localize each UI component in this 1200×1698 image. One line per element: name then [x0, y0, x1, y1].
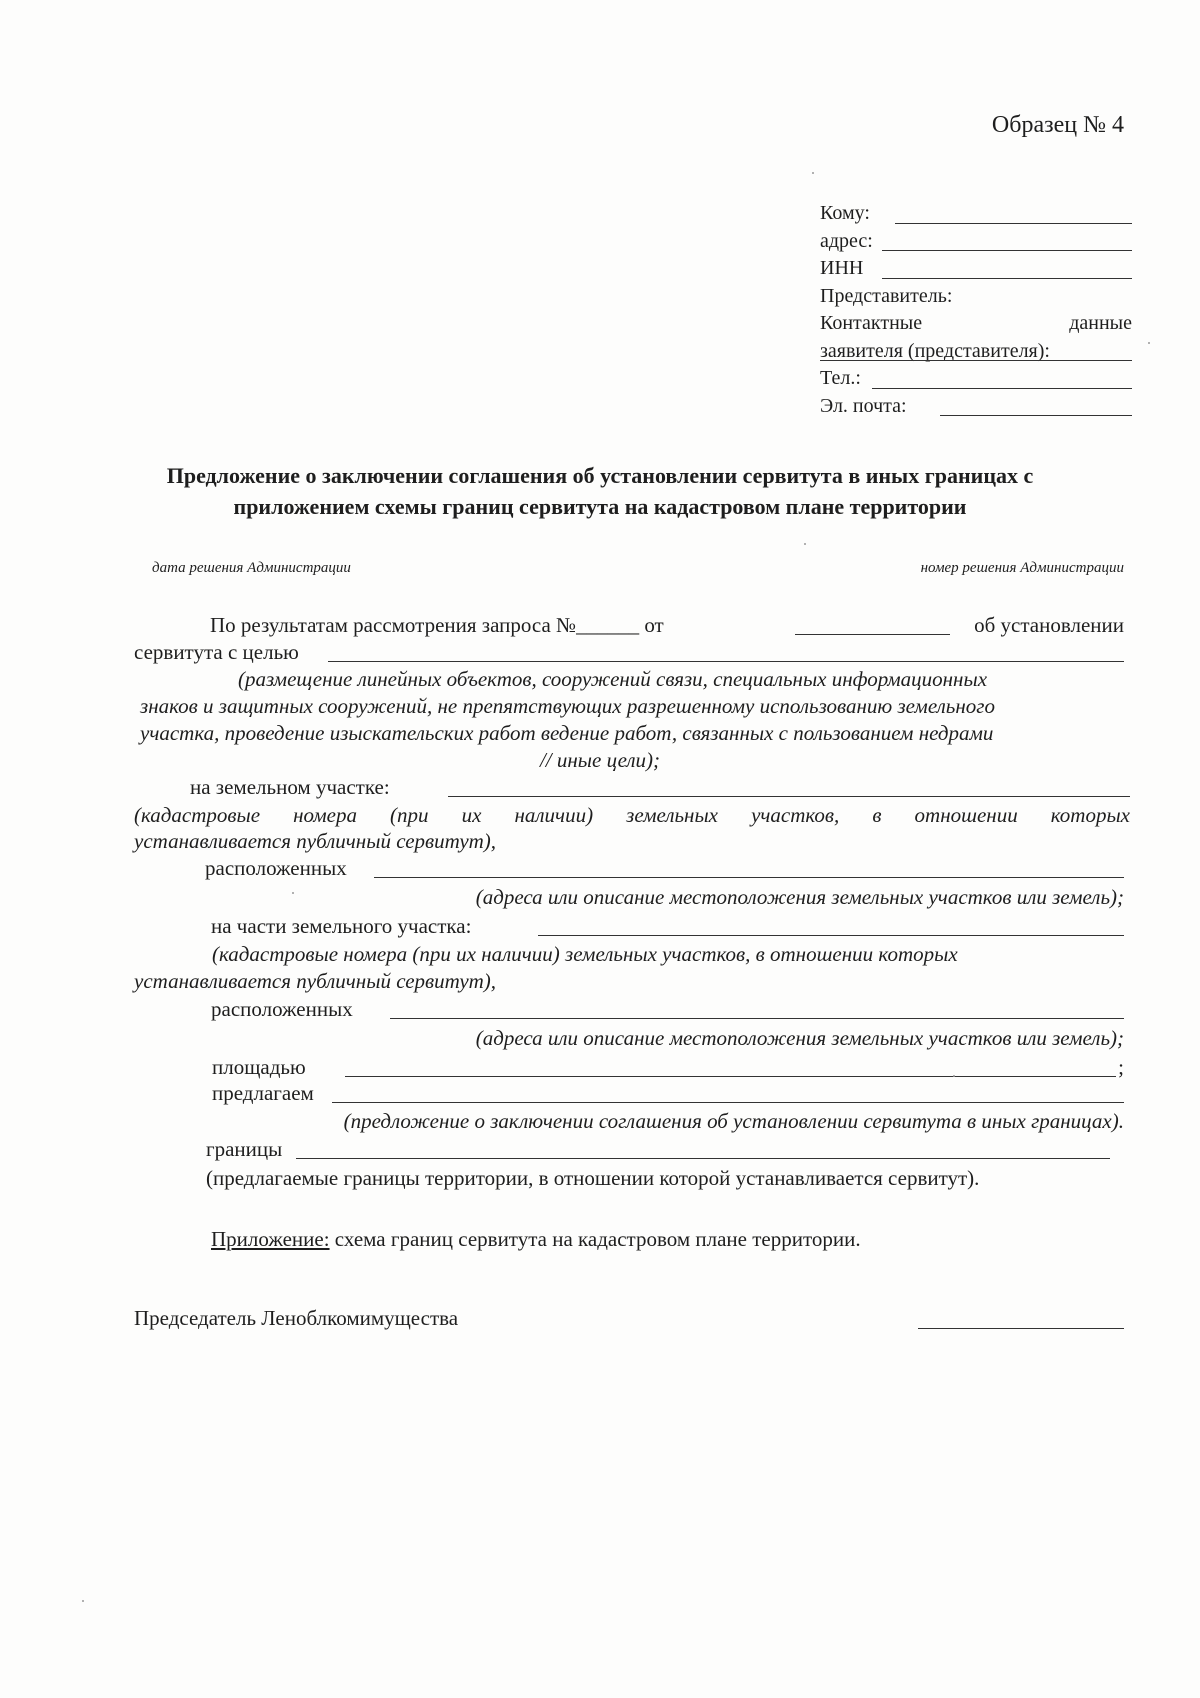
cadastral-hint-1a: (кадастровые номера (при их наличии) земельных участков, в отношении которых	[134, 803, 1130, 827]
located-label-1: расположенных	[205, 856, 347, 880]
decision-number-hint: номер решения Администрации	[920, 560, 1124, 576]
establishment-text: об установлении	[974, 613, 1124, 637]
scan-speck	[292, 892, 294, 894]
address-row	[820, 228, 1132, 256]
propose-field[interactable]	[332, 1102, 1124, 1103]
document-title: Предложение о заключении соглашения об установлении сервитута в иных границах с приложением схемы границ сервитута на кадастровом плане территории	[166, 463, 1034, 519]
contacts-label-2: данные	[1069, 312, 1132, 334]
chairman-label: Председатель Леноблкомимущества	[134, 1306, 459, 1330]
purpose-field[interactable]	[328, 661, 1124, 662]
scan-speck	[812, 172, 814, 174]
area-label: площадью	[212, 1055, 306, 1079]
purpose-hint-1: (размещение линейных объектов, сооружений связи, специальных информационных	[238, 667, 988, 691]
scan-speck	[804, 543, 806, 545]
sample-number: Образец № 4	[991, 112, 1124, 138]
purpose-hint-3: участка, проведение изыскательских работ ведение работ, связанных с пользованием недрами	[140, 721, 994, 745]
scan-speck	[1148, 342, 1150, 344]
borders-hint: (предлагаемые границы территории, в отношении которой устанавливается сервитут).	[206, 1166, 980, 1190]
appendix-row	[211, 1226, 861, 1252]
to-label: Кому:	[820, 202, 870, 224]
address-hint-1: (адреса или описание местоположения земельных участков или земель);	[475, 885, 1124, 909]
address-hint-2: (адреса или описание местоположения земельных участков или земель);	[475, 1026, 1124, 1050]
located-label-2: расположенных	[211, 997, 353, 1021]
area-field[interactable]	[345, 1076, 1116, 1077]
located-field-1[interactable]	[374, 877, 1124, 878]
phone-field[interactable]	[872, 388, 1132, 389]
to-field[interactable]	[895, 223, 1132, 224]
part-plot-label: на части земельного участка:	[211, 914, 472, 938]
addressee-block	[820, 200, 1132, 420]
cadastral-hint-2b: устанавливается публичный сервитут),	[134, 969, 497, 993]
purpose-hint-2: знаков и защитных сооружений, не препятствующих разрешенному использованию земельного	[140, 694, 995, 718]
representative-label: Представитель:	[820, 284, 953, 307]
scan-speck	[82, 1600, 84, 1602]
email-field[interactable]	[940, 415, 1132, 416]
cadastral-hint-2a: (кадастровые номера (при их наличии) земельных участков, в отношении которых	[212, 942, 958, 966]
phone-label: Тел.:	[820, 367, 861, 389]
appendix-text: схема границ сервитута на кадастровом плане территории.	[334, 1227, 861, 1251]
inn-row	[820, 255, 1132, 283]
cadastral-hint-1b: устанавливается публичный сервитут),	[134, 829, 497, 853]
inn-label: ИНН	[820, 257, 864, 279]
decision-date-hint: дата решения Администрации	[152, 560, 351, 576]
propose-label: предлагаем	[212, 1081, 314, 1105]
contacts-label-1: Контактные	[820, 312, 923, 334]
address-field[interactable]	[882, 250, 1132, 251]
request-date-field[interactable]	[795, 634, 950, 635]
land-plot-label: на земельном участке:	[190, 775, 390, 799]
borders-label: границы	[206, 1137, 283, 1161]
contacts-label-3: заявителя (представителя):	[820, 339, 1050, 362]
contacts-field[interactable]	[820, 360, 1132, 361]
area-end: ;	[1118, 1055, 1124, 1079]
land-plot-field[interactable]	[448, 796, 1130, 797]
scan-speck	[953, 1075, 955, 1077]
appendix-label: Приложение:	[211, 1227, 330, 1251]
to-row	[820, 200, 1132, 228]
purpose-hint-4: // иные цели);	[539, 748, 661, 772]
inn-field[interactable]	[882, 278, 1132, 279]
phone-row	[820, 365, 1132, 393]
email-row	[820, 393, 1132, 421]
located-field-2[interactable]	[390, 1018, 1124, 1019]
part-plot-field[interactable]	[538, 935, 1124, 936]
contacts-row-2	[820, 338, 1132, 366]
contacts-row	[820, 310, 1132, 338]
borders-field[interactable]	[296, 1158, 1110, 1159]
purpose-label: сервитута с целью	[134, 640, 299, 664]
propose-hint: (предложение о заключении соглашения об установлении сервитута в иных границах).	[343, 1109, 1124, 1133]
address-label: адрес:	[820, 229, 873, 252]
request-text: По результатам рассмотрения запроса №______ от	[210, 613, 664, 637]
representative-row	[820, 283, 1132, 311]
email-label: Эл. почта:	[820, 394, 907, 417]
signature-field[interactable]	[918, 1328, 1124, 1329]
